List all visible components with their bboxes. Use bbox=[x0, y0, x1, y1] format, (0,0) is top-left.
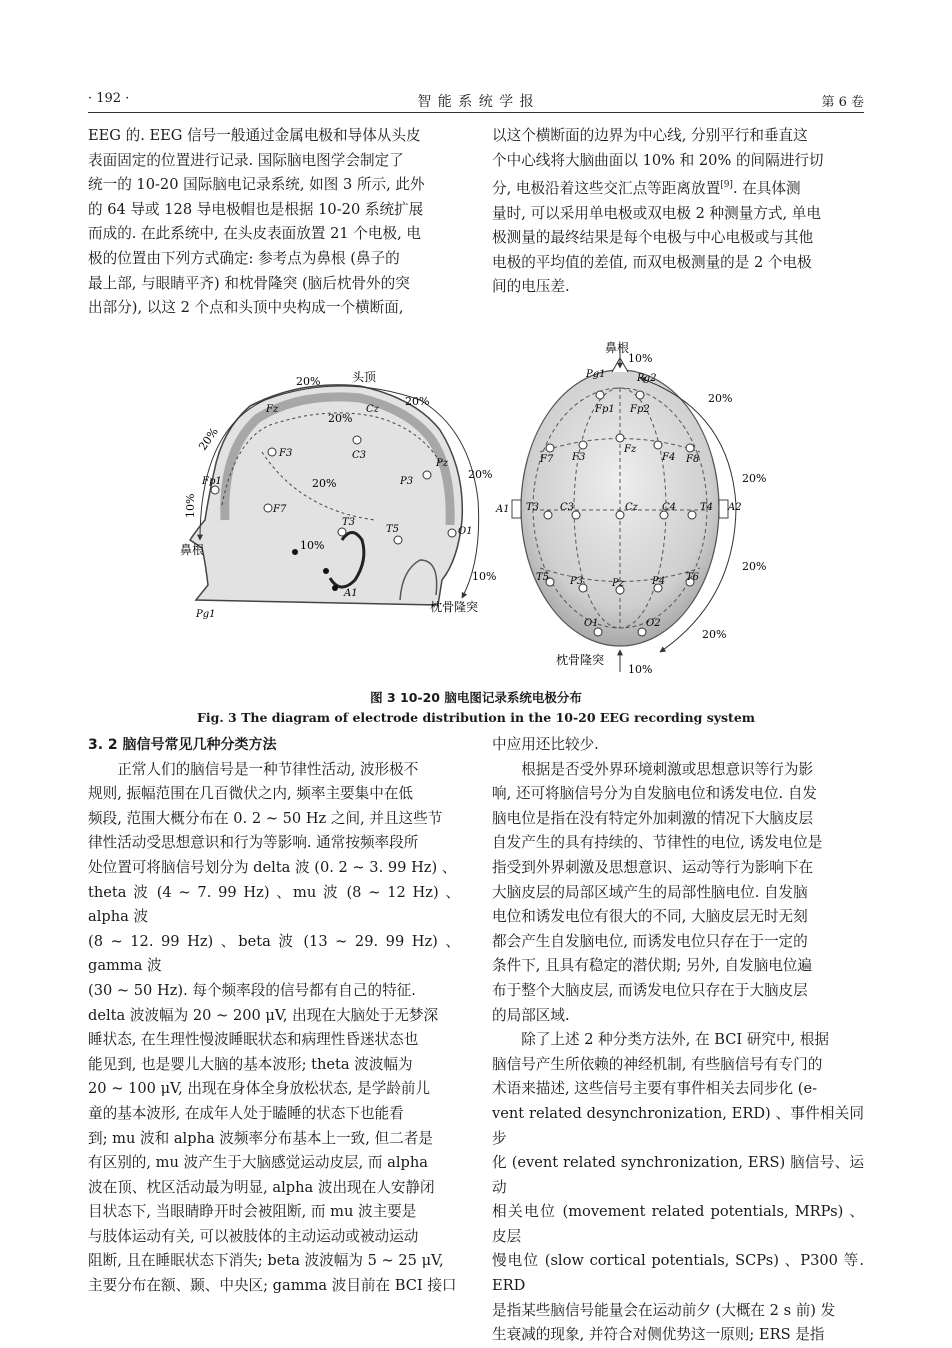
text-line bbox=[492, 173, 864, 201]
electrode-label: F7 bbox=[540, 454, 554, 465]
text-line: 慢电位 (slow cortical potentials, SCPs) 、P300 等. ERD bbox=[492, 1252, 864, 1295]
text-line: 间的电压差. bbox=[492, 278, 570, 296]
text-line: 响, 还可将脑信号分为自发脑电位和诱发电位. 自发 bbox=[492, 785, 818, 803]
text-line: vent related desynchronization, ERD) 、事件相关同步 bbox=[492, 1104, 864, 1147]
electrode-label: A1 bbox=[344, 588, 358, 599]
volume-number: 第 6 卷 bbox=[821, 95, 864, 110]
percent-label: 20% bbox=[328, 412, 353, 425]
text-line: 阻断, 且在睡眠状态下消失; beta 波波幅为 5 ~ 25 μV, bbox=[88, 1252, 444, 1270]
text-line: 的局部区域. bbox=[492, 1006, 570, 1024]
percent-label: 20% bbox=[468, 468, 493, 481]
electrode-label: C3 bbox=[352, 450, 367, 461]
text-line: 睡状态, 在生理性慢波睡眠状态和病理性昏迷状态也 bbox=[88, 1031, 419, 1049]
electrode-marker bbox=[211, 486, 219, 494]
page-number: · 192 · bbox=[88, 91, 130, 106]
electrode-marker bbox=[292, 549, 298, 555]
electrode-label: T3 bbox=[526, 502, 540, 513]
electrode-label: F4 bbox=[662, 452, 676, 463]
percent-label: 20% bbox=[708, 392, 733, 405]
electrode-marker bbox=[332, 585, 338, 591]
percent-label: 20% bbox=[196, 425, 221, 453]
ear-marker bbox=[512, 500, 521, 518]
text-line: 脑电位是指在没有特定外加刺激的情况下大脑皮层 bbox=[492, 809, 814, 827]
electrode-marker bbox=[686, 444, 694, 452]
electrode-label: Pg1 bbox=[196, 609, 216, 620]
percent-label: 20% bbox=[312, 477, 337, 490]
text-fragment: . 在具体测 bbox=[732, 180, 801, 198]
electrode-marker bbox=[688, 511, 696, 519]
top-label-nasion: 鼻根 bbox=[605, 341, 630, 355]
electrode-label: O1 bbox=[458, 526, 473, 537]
top-view-diagram bbox=[495, 340, 766, 676]
journal-title: 智 能 系 统 学 报 bbox=[417, 94, 535, 110]
electrode-marker bbox=[654, 441, 662, 449]
percent-label: 10% bbox=[472, 570, 497, 583]
percent-label: 20% bbox=[742, 560, 767, 573]
electrode-marker bbox=[448, 529, 456, 537]
electrode-label: Fp2 bbox=[630, 404, 650, 415]
electrode-label: F3 bbox=[279, 448, 293, 459]
top-label-inion: 枕骨隆突 bbox=[556, 653, 605, 667]
text-line: 以这个横断面的边界为中心线, 分别平行和垂直这 bbox=[492, 127, 808, 144]
electrode-marker bbox=[616, 511, 624, 519]
electrode-marker bbox=[638, 628, 646, 636]
text-line: 极测量的最终结果是每个电极与中心电极或与其他 bbox=[492, 229, 814, 247]
text-line: theta 波 (4 ~ 7. 99 Hz) 、mu 波 (8 ~ 12 Hz) 、alpha 波 bbox=[88, 883, 460, 926]
text-fragment: 分, 电极沿着这些交汇点等距离放置 bbox=[492, 180, 721, 198]
electrode-label: T4 bbox=[700, 502, 714, 513]
figure-caption-cn: 图 3 10-20 脑电图记录系统电极分布 bbox=[370, 690, 582, 705]
electrode-label: T5 bbox=[386, 524, 400, 535]
text-line: 指受到外界刺激及思想意识、运动等行为影响下在 bbox=[492, 858, 814, 876]
electrode-label: O2 bbox=[646, 618, 661, 629]
electrode-label: Cz bbox=[625, 502, 638, 513]
electrode-label: O1 bbox=[584, 618, 599, 629]
text-line: 出部分), 以这 2 个点和头顶中央构成一个横断面, bbox=[88, 299, 404, 317]
percent-label: 10% bbox=[628, 663, 653, 676]
header-rule bbox=[88, 112, 864, 113]
electrode-marker bbox=[596, 391, 604, 399]
text-line: 主要分布在额、颞、中央区; gamma 波目前在 BCI 接口 bbox=[88, 1277, 457, 1295]
electrode-label: Fp1 bbox=[595, 404, 615, 415]
top-right-column bbox=[492, 124, 864, 300]
side-label-inion: 枕骨隆突 bbox=[430, 600, 479, 614]
text-line: 术语来描述, 这些信号主要有事件相关去同步化 (e- bbox=[492, 1080, 818, 1098]
text-line: 化 (event related synchronization, ERS) 脑信号、运动 bbox=[492, 1154, 864, 1196]
electrode-marker bbox=[353, 436, 361, 444]
text-line: 相关电位 (movement related potentials, MRPs) 、皮层 bbox=[492, 1203, 864, 1245]
text-line: 最上部, 与眼睛平齐) 和枕骨隆突 (脑后枕骨外的突 bbox=[88, 274, 410, 292]
electrode-marker bbox=[264, 504, 272, 512]
eeg-figure bbox=[0, 330, 952, 680]
top-left-column bbox=[88, 124, 460, 321]
percent-label: 20% bbox=[702, 628, 727, 641]
percent-label: 20% bbox=[296, 375, 321, 388]
percent-label: 10% bbox=[300, 539, 325, 552]
side-label-nasion: 鼻根 bbox=[180, 543, 205, 557]
text-line: 童的基本波形, 在成年人处于瞌睡的状态下也能看 bbox=[88, 1104, 404, 1122]
electrode-label: Cz bbox=[366, 404, 379, 415]
text-line: 极的位置由下列方式确定: 参考点为鼻根 (鼻子的 bbox=[88, 249, 400, 267]
section-heading: 3. 2 脑信号常见几种分类方法 bbox=[88, 737, 277, 753]
text-line: 规则, 振幅范围在几百微伏之内, 频率主要集中在低 bbox=[88, 785, 414, 803]
text-line: 电位和诱发电位有很大的不同, 大脑皮层无时无刻 bbox=[492, 908, 808, 926]
electrode-marker bbox=[268, 448, 276, 456]
text-line: 除了上述 2 种分类方法外, 在 BCI 研究中, 根据 bbox=[521, 1031, 830, 1049]
text-line: 中应用还比较少. bbox=[492, 736, 599, 753]
text-line: 脑信号产生所依赖的神经机制, 有些脑信号有专门的 bbox=[492, 1055, 823, 1073]
text-line: 个中心线将大脑曲面以 10% 和 20% 的间隔进行切 bbox=[492, 151, 824, 169]
text-line: 是指某些脑信号能量会在运动前夕 (大概在 2 s 前) 发 bbox=[492, 1301, 836, 1319]
side-view-diagram bbox=[180, 369, 496, 620]
text-line: 到; mu 波和 alpha 波频率分布基本上一致, 但二者是 bbox=[88, 1129, 433, 1147]
electrode-label: F8 bbox=[686, 454, 700, 465]
text-line: 波在顶、枕区活动最为明显, alpha 波出现在人安静闭 bbox=[88, 1178, 435, 1196]
electrode-label: Pg2 bbox=[637, 373, 657, 384]
text-line: 电极的平均值的差值, 而双电极测量的是 2 个电极 bbox=[492, 253, 812, 271]
percent-label: 10% bbox=[628, 352, 653, 365]
text-line: 条件下, 且具有稳定的潜伏期; 另外, 自发脑电位遍 bbox=[492, 957, 812, 975]
text-line: EEG 的. EEG 信号一般通过金属电极和导体从头皮 bbox=[88, 127, 421, 144]
electrode-marker bbox=[594, 628, 602, 636]
electrode-marker bbox=[546, 444, 554, 452]
electrode-label: A2 bbox=[728, 502, 742, 513]
electrode-label: Pz bbox=[436, 458, 448, 469]
bottom-left-column bbox=[88, 733, 460, 1299]
citation: [9] bbox=[720, 180, 733, 191]
electrode-label: P4 bbox=[652, 576, 666, 587]
text-line: 生衰减的现象, 并符合对侧优势这一原则; ERS 是指 bbox=[492, 1326, 825, 1344]
text-line: 布于整个大脑皮层, 而诱发电位只存在于大脑皮层 bbox=[492, 981, 808, 999]
electrode-label: P3 bbox=[570, 576, 584, 587]
side-label-top: 头顶 bbox=[352, 370, 377, 384]
text-line: (30 ~ 50 Hz). 每个频率段的信号都有自己的特征. bbox=[88, 981, 416, 999]
electrode-label: T3 bbox=[342, 517, 356, 528]
text-line: 根据是否受外界环境刺激或思想意识等行为影 bbox=[521, 760, 814, 778]
text-line: 都会产生自发脑电位, 而诱发电位只存在于一定的 bbox=[492, 932, 808, 950]
text-line: 统一的 10-20 国际脑电记录系统, 如图 3 所示, 此外 bbox=[88, 176, 425, 194]
text-line: 表面固定的位置进行记录. 国际脑电图学会制定了 bbox=[88, 151, 404, 169]
electrode-label: Fz bbox=[624, 444, 637, 455]
electrode-marker bbox=[423, 471, 431, 479]
text-line: 能见到, 也是婴儿大脑的基本波形; theta 波波幅为 bbox=[88, 1055, 413, 1073]
ear-marker bbox=[719, 500, 728, 518]
electrode-label: P3 bbox=[400, 476, 414, 487]
text-line: 自发产生的具有持续的、节律性的电位, 诱发电位是 bbox=[492, 834, 823, 852]
text-line: 而成的. 在此系统中, 在头皮表面放置 21 个电极, 电 bbox=[88, 225, 421, 243]
percent-label: 20% bbox=[742, 472, 767, 485]
electrode-label: Fz bbox=[266, 404, 279, 415]
electrode-marker bbox=[338, 528, 346, 536]
text-line: 20 ~ 100 μV, 出现在身体全身放松状态, 是学龄前儿 bbox=[88, 1080, 431, 1098]
text-line: 大脑皮层的局部区域产生的局部性脑电位. 自发脑 bbox=[492, 883, 808, 901]
figure-caption-en: Fig. 3 The diagram of electrode distribution in the 10-20 EEG recording system bbox=[196, 710, 756, 725]
electrode-label: F7 bbox=[273, 504, 287, 515]
electrode-label: T6 bbox=[686, 572, 700, 583]
electrode-marker bbox=[636, 391, 644, 399]
bottom-right-column bbox=[492, 733, 864, 1348]
text-line: 与肢体运动有关, 可以被肢体的主动运动或被动运动 bbox=[88, 1227, 419, 1245]
percent-label: 10% bbox=[184, 493, 197, 518]
text-line: (8 ~ 12. 99 Hz) 、beta 波 (13 ~ 29. 99 Hz) 、gamma 波 bbox=[88, 932, 460, 975]
electrode-label: A1 bbox=[496, 504, 510, 515]
electrode-label: Fp1 bbox=[202, 476, 222, 487]
text-line: 目状态下, 当眼睛睁开时会被阻断, 而 mu 波主要是 bbox=[88, 1203, 417, 1221]
electrode-label: Pg1 bbox=[586, 369, 606, 380]
text-line: 频段, 范围大概分布在 0. 2 ~ 50 Hz 之间, 并且这些节 bbox=[88, 809, 443, 827]
electrode-label: C3 bbox=[560, 502, 575, 513]
text-line: 律性活动受思想意识和行为等影响. 通常按频率段所 bbox=[88, 834, 419, 852]
percent-label: 20% bbox=[405, 395, 430, 408]
electrode-marker bbox=[579, 441, 587, 449]
electrode-label: T5 bbox=[536, 572, 550, 583]
text-line: delta 波波幅为 20 ~ 200 μV, 出现在大脑处于无梦深 bbox=[88, 1006, 439, 1024]
text-line: 的 64 导或 128 导电极帽也是根据 10-20 系统扩展 bbox=[88, 200, 424, 218]
text-line: 正常人们的脑信号是一种节律性活动, 波形极不 bbox=[117, 760, 419, 778]
text-line: 量时, 可以采用单电极或双电极 2 种测量方式, 单电 bbox=[492, 204, 821, 222]
electrode-label: Pz bbox=[612, 578, 624, 589]
electrode-marker bbox=[394, 536, 402, 544]
text-line: 有区别的, mu 波产生于大脑感觉运动皮层, 而 alpha bbox=[88, 1154, 428, 1172]
electrode-label: F3 bbox=[572, 452, 586, 463]
electrode-marker bbox=[544, 511, 552, 519]
electrode-marker bbox=[616, 434, 624, 442]
text-line: 处位置可将脑信号划分为 delta 波 (0. 2 ~ 3. 99 Hz) 、 bbox=[88, 858, 457, 876]
electrode-label: C4 bbox=[662, 502, 677, 513]
electrode-marker bbox=[323, 568, 329, 574]
